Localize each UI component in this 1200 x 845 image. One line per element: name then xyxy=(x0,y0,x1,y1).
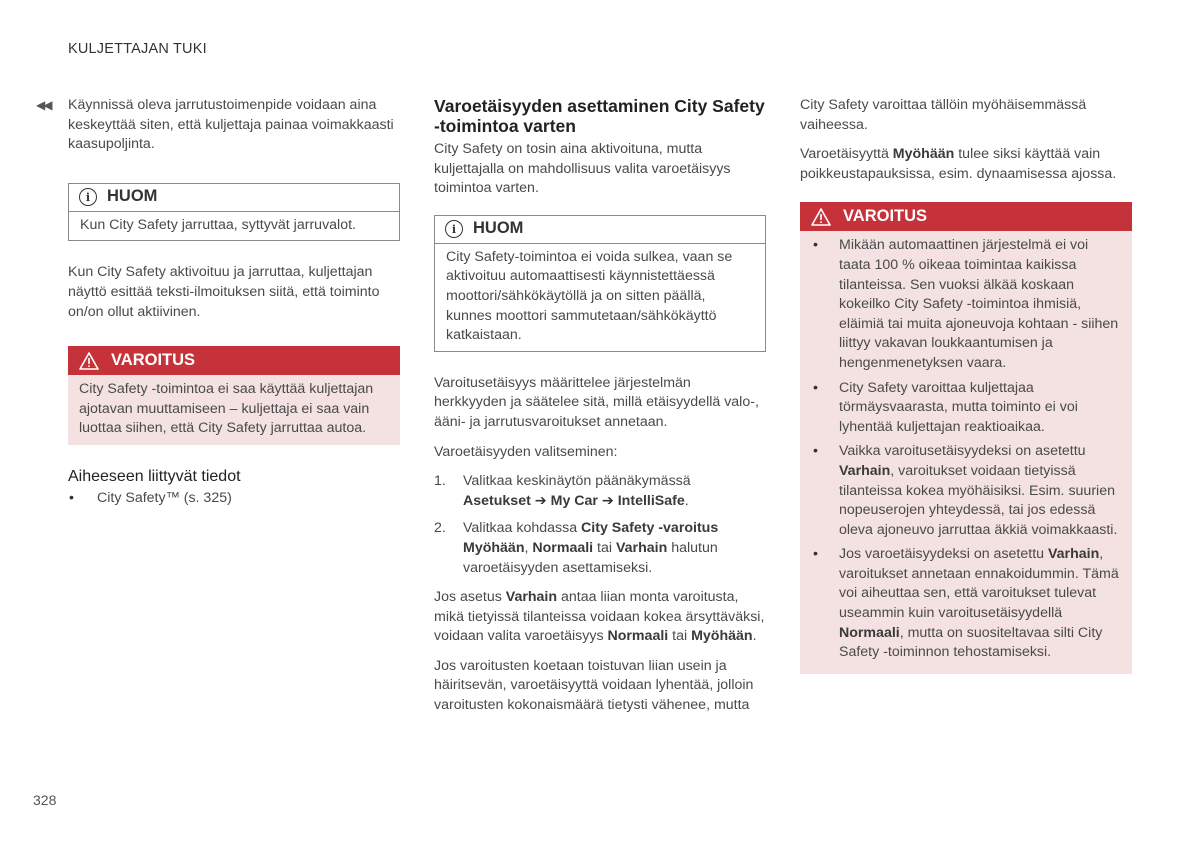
column-3 xyxy=(800,96,1132,696)
step-number: 2. xyxy=(434,520,446,537)
warning-text: City Safety -toimintoa ei saa käyttää kuljettajan ajotavan muuttamiseen – kuljettaja ei saa vain luottaa siihen, että City Safety jarruttaa autoa. xyxy=(68,375,400,445)
menu-path-my-car: My Car xyxy=(550,492,598,509)
menu-path-settings: Asetukset xyxy=(463,492,531,509)
note-box xyxy=(68,183,400,242)
warning-list xyxy=(811,236,1122,662)
setting-name: Normaali xyxy=(532,539,594,556)
warning-title: VAROITUS xyxy=(111,350,196,369)
related-list xyxy=(68,489,400,509)
note-header xyxy=(435,216,765,244)
paragraph: Varoetäisyyttä Myöhään tulee siksi käyttää vain poikkeustapauksissa, esim. dynaamisessa ajossa. xyxy=(800,146,1117,182)
step-text: tai xyxy=(593,539,616,556)
setting-name: City Safety -varoitus Myöhään xyxy=(463,520,719,556)
warning-item: • Mikään automaattinen järjestelmä ei voi taata 100 % oikeaa toimintaa kaikissa tilanteissa. Sen vuoksi älkää koskaan kokeilko City Safety -toimintoa ihmisiä, eläimiä tai muita ajoneuvoja kohtaan - siihen liittyy vakavan loukkaantumisen ja hengenmenetyksen vaara. xyxy=(811,236,1122,373)
warning-item: • City Safety varoittaa kuljettajaa törmäysvaarasta, mutta toiminto ei voi lyhentää kuljettajan reaktioaikaa. xyxy=(811,379,1122,438)
arrow-right-icon: ➔ xyxy=(534,492,547,509)
step-text: halutun varoetäisyyden asettamiseksi. xyxy=(463,539,718,576)
warning-item: • Vaikka varoitusetäisyydeksi on asetettu Varhain, varoitukset voidaan tietyissä tilanteissa kokea myöhäisiksi. Esim. suurien nopeuserojen yhteydessä, tai jos edessä oleva ajoneuvo jarruttaa äkkiä voimakkaasti. xyxy=(811,442,1122,540)
section-heading: Varoetäisyyden asettaminen City Safety -toimintoa varten xyxy=(434,96,765,136)
info-icon: i xyxy=(445,220,463,238)
note-text: Kun City Safety jarruttaa, syttyvät jarruvalot. xyxy=(80,216,356,233)
note-title: HUOM xyxy=(107,187,158,206)
warning-title: VAROITUS xyxy=(843,207,928,226)
note-text: City Safety-toimintoa ei voida sulkea, vaan se aktivoituu automaattisesti käynnistettäessä moottori/sähkökäytöllä ja on sitten päällä, kunnes moottori sammutetaan/sähkökäyttö katkaistaan. xyxy=(446,248,733,344)
related-heading: Aiheeseen liittyvät tiedot xyxy=(68,467,241,485)
steps-list xyxy=(434,472,766,578)
step-text: Valitkaa kohdassa xyxy=(463,520,582,537)
step-item xyxy=(434,519,766,578)
paragraph: Kun City Safety aktivoituu ja jarruttaa, kuljettajan näyttö esittää teksti-ilmoituksen siitä, että toiminto on/on ollut aktiivinen. xyxy=(68,264,380,320)
warning-body xyxy=(800,231,1132,673)
page-header: KULJETTAJAN TUKI xyxy=(68,41,207,57)
warning-item: • Jos varoetäisyydeksi on asetettu Varhain, varoitukset annetaan ennakoidummin. Tämä voi aiheuttaa sen, että varoitukset tulevat useammin kuin varoitusetäisyydellä Normaali, mutta on suositeltavaa silti City Safety -toiminnon tehostamiseksi. xyxy=(811,545,1122,663)
paragraph: Varoetäisyyden valitseminen: xyxy=(434,443,618,460)
warning-triangle-icon xyxy=(79,352,99,370)
step-text: , xyxy=(524,539,533,556)
step-number: 1. xyxy=(434,473,446,490)
info-icon: i xyxy=(79,188,97,206)
paragraph: City Safety varoittaa tällöin myöhäisemmässä vaiheessa. xyxy=(800,97,1087,133)
warning-box xyxy=(68,346,400,445)
punctuation: . xyxy=(684,492,689,509)
note-title: HUOM xyxy=(473,219,524,238)
step-text: Valitkaa keskinäytön päänäkymässä xyxy=(463,473,691,490)
paragraph: Jos asetus Varhain antaa liian monta varoitusta, mikä tietyissä tilanteissa voidaan kokea ärsyttäväksi, voidaan valita varoetäisyys Normaali tai Myöhään. xyxy=(434,589,765,645)
arrow-right-icon: ➔ xyxy=(601,492,614,509)
page-number: 328 xyxy=(33,792,57,808)
warning-header xyxy=(68,346,400,375)
continued-marker: ◀◀ xyxy=(36,98,51,112)
column-1 xyxy=(68,96,400,513)
note-header xyxy=(69,184,399,212)
intro-paragraph: City Safety on tosin aina aktivoituna, mutta kuljettajalla on mahdollisuus valita varoetäisyys toimintoa varten. xyxy=(434,141,731,197)
column-2 xyxy=(434,96,766,726)
paragraph: Jos varoitusten koetaan toistuvan liian usein ja häiritsevän, varoetäisyyttä voidaan lyhentää, jolloin varoitusten kokonaismäärä tietysti vähenee, mutta xyxy=(434,657,754,714)
paragraph: Varoitusetäisyys määrittelee järjestelmän herkkyyden ja säätelee sitä, millä etäisyydellä valo-, ääni- ja jarrutusvaroitukset annetaan. xyxy=(434,374,759,430)
setting-name: Varhain xyxy=(615,539,668,556)
related-link[interactable]: • City Safety™ (s. 325) xyxy=(68,489,400,509)
warning-header xyxy=(800,202,1132,231)
note-box xyxy=(434,215,766,352)
intro-paragraph: Käynnissä oleva jarrutustoimenpide voidaan aina keskeyttää siten, että kuljettaja painaa voimakkaasti kaasupoljinta. xyxy=(68,97,394,153)
warning-box xyxy=(800,202,1132,673)
warning-triangle-icon xyxy=(811,208,831,226)
step-item xyxy=(434,472,766,511)
menu-path-intellisafe: IntelliSafe xyxy=(617,492,685,509)
